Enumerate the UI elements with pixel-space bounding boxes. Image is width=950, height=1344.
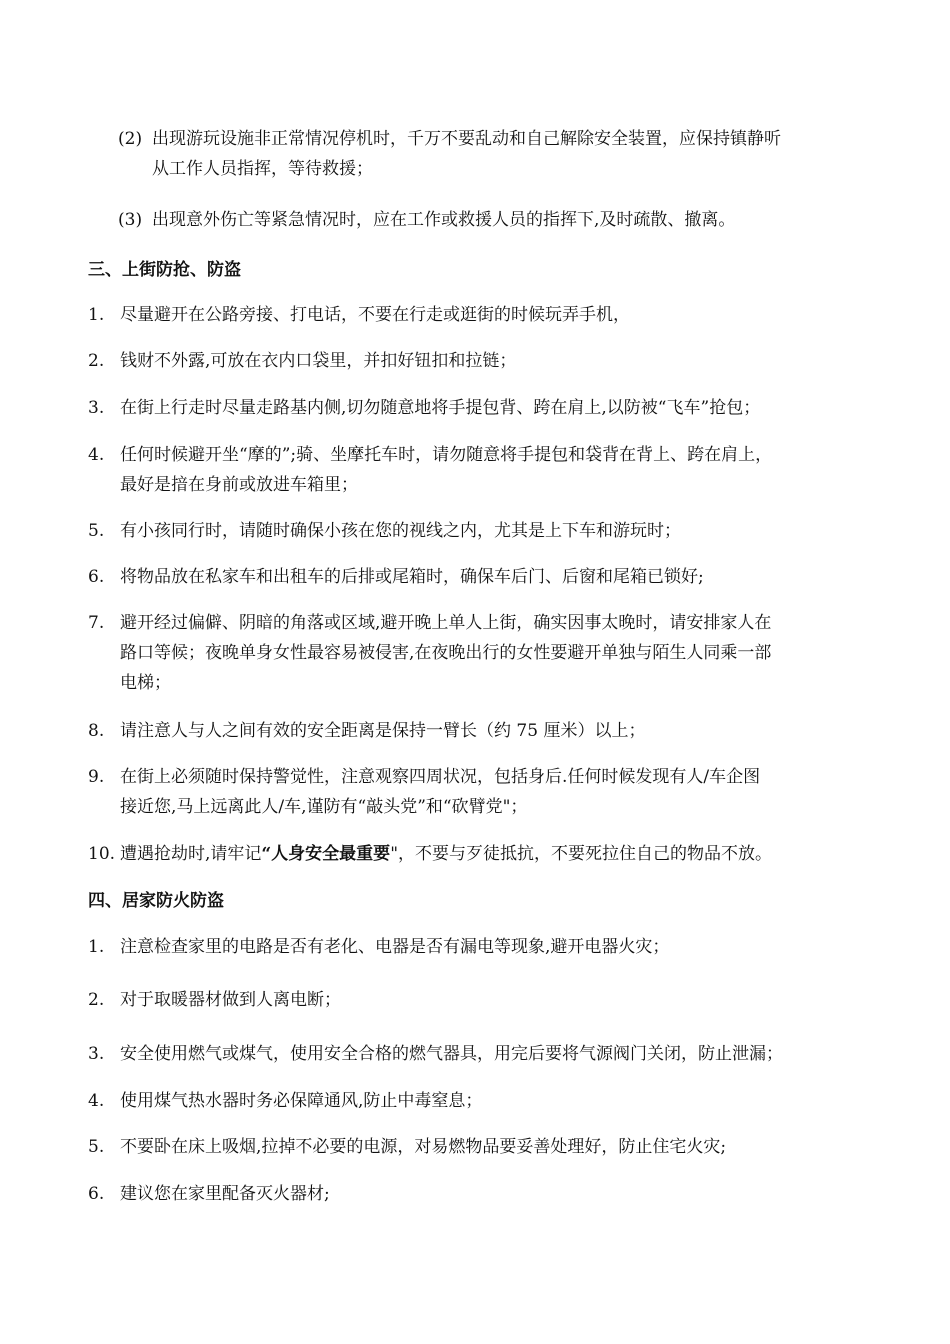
item-text-line: 出现游玩设施非正常情况停机时，千万不要乱动和自己解除安全装置，应保持镇静听 [152,129,781,149]
item-number: 8. [88,721,105,741]
item-number: 7. [88,613,105,633]
item-text-line: 从工作人员指挥，等待救援； [152,159,373,179]
item-text-line: 建议您在家里配备灭火器材; [120,1184,330,1204]
item-number: (2) [118,129,143,149]
item-number: 2. [88,990,105,1010]
item-text-line: 有小孩同行时，请随时确保小孩在您的视线之内，尤其是上下车和游玩时； [120,521,681,541]
item-number: 9. [88,767,105,787]
item-number: 5. [88,1137,105,1157]
item-text-line: 钱财不外露,可放在衣内口袋里，并扣好钮扣和拉链； [120,351,517,371]
item-text-line: 请注意人与人之间有效的安全距离是保持一臂长（约 75 厘米）以上； [120,721,646,741]
item-text-line: 在街上必须随时保持警觉性，注意观察四周状况，包括身后.任何时候发现有人/车企图 [120,767,761,787]
item-text-part: 遭遇抢劫时,请牢记 [120,844,262,864]
item-number: 10. [88,844,116,864]
item-text-line: 不要卧在床上吸烟,拉掉不必要的电源，对易燃物品要妥善处理好，防止住宅火灾; [120,1137,727,1157]
item-text-line: 对于取暖器材做到人离电断； [120,990,341,1010]
item-number: 3. [88,398,105,418]
item-number: (3) [118,210,143,230]
item-number: 6. [88,567,105,587]
item-text-line: 在街上行走时尽量走路基内侧,切勿随意地将手提包背、跨在肩上,以防被“飞车”抢包； [120,398,761,418]
item-text-line: 任何时候避开坐“摩的”;骑、坐摩托车时，请勿随意将手提包和袋背在背上、跨在肩上， [120,445,773,465]
item-text-line: 注意检查家里的电路是否有老化、电器是否有漏电等现象,避开电器火灾； [120,937,670,957]
item-number: 3. [88,1044,105,1064]
item-text-line: 避开经过偏僻、阴暗的角落或区域,避开晚上单人上街，确实因事太晚时，请安排家人在 [120,613,772,633]
item-text-line [120,839,772,869]
item-text-line: 使用煤气热水器时务必保障通风,防止中毒窒息； [120,1091,483,1111]
item-number: 6. [88,1184,105,1204]
section-heading: 四、居家防火防盗 [88,891,224,911]
item-text-line: 安全使用燃气或煤气，使用安全合格的燃气器具，用完后要将气源阀门关闭，防止泄漏； [120,1044,783,1064]
item-number: 5. [88,521,105,541]
item-number: 1. [88,937,105,957]
item-text-line: 接近您,马上远离此人/车,谨防有“敲头党”和“砍臂党"； [120,797,528,817]
emphasis-text: “人身安全最重要 [261,844,391,864]
item-number: 4. [88,445,105,465]
item-text-part: "，不要与歹徒抵抗，不要死拉住自己的物品不放。 [390,844,773,864]
item-text-line: 路口等候；夜晚单身女性最容易被侵害,在夜晚出行的女性要避开单独与陌生人同乘一部 [120,643,772,663]
item-text-line: 最好是揞在身前或放进车箱里； [120,475,358,495]
item-number: 1. [88,305,105,325]
item-text-line: 电梯； [120,673,171,693]
item-text-line: 尽量避开在公路旁接、打电话，不要在行走或逛街的时候玩弄手机， [120,305,630,325]
item-number: 2. [88,351,105,371]
section-heading: 三、上街防抢、防盗 [88,260,241,280]
item-text-line: 出现意外伤亡等紧急情况时，应在工作或救援人员的指挥下,及时疏散、撤离。 [152,210,736,230]
item-number: 4. [88,1091,105,1111]
item-text-line: 将物品放在私家车和出租车的后排或尾箱时，确保车后门、后窗和尾箱已锁好; [120,567,704,587]
